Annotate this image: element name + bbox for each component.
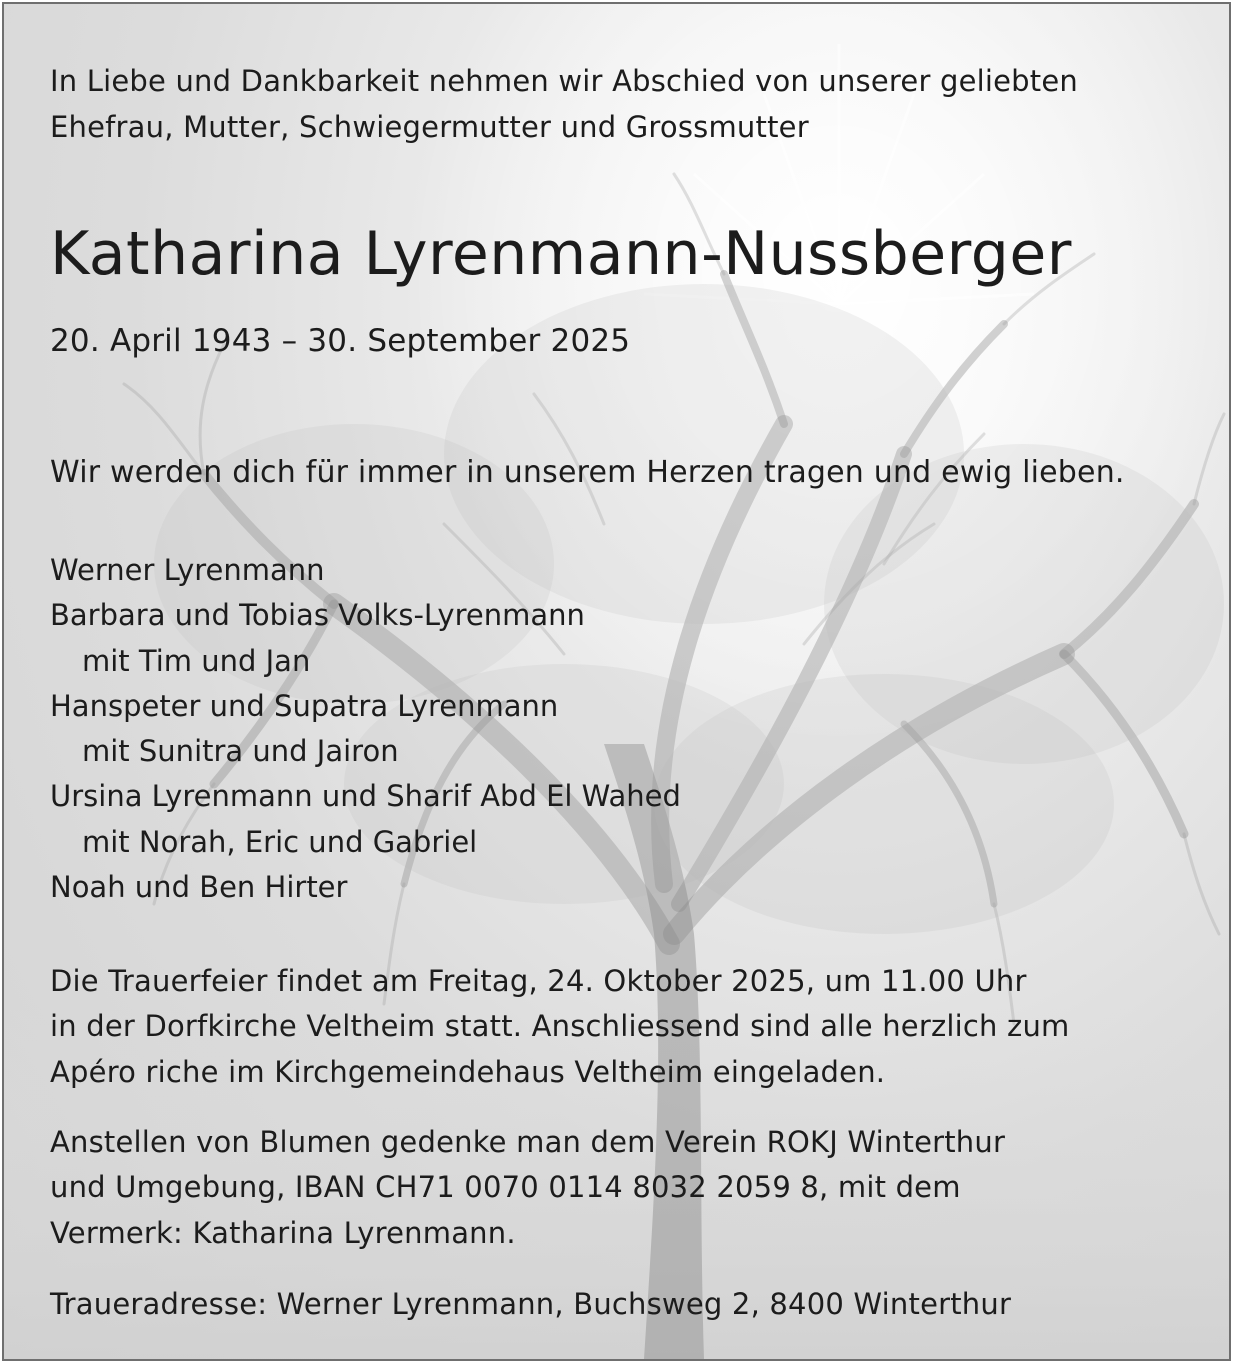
mourner-entry: Barbara und Tobias Volks-Lyrenmann bbox=[50, 598, 585, 633]
intro-text bbox=[50, 58, 1078, 150]
mourner-children: mit Sunitra und Jairon bbox=[82, 734, 399, 769]
mourner-children: mit Norah, Eric und Gabriel bbox=[82, 824, 478, 859]
obituary-card bbox=[2, 2, 1231, 1361]
intro-line: In Liebe und Dankbarkeit nehmen wir Abschied von unserer geliebten bbox=[50, 64, 1078, 98]
donation-notice bbox=[50, 1120, 1005, 1256]
mourner-entry: Noah und Ben Hirter bbox=[50, 870, 348, 905]
funeral-line: in der Dorfkirche Veltheim statt. Anschliessend sind alle herzlich zum bbox=[50, 1009, 1070, 1044]
mourner-entry: Werner Lyrenmann bbox=[50, 553, 325, 587]
funeral-notice bbox=[50, 959, 1069, 1095]
funeral-line: Die Trauerfeier findet am Freitag, 24. Oktober 2025, um 11.00 Uhr bbox=[50, 964, 1027, 998]
intro-line: Ehefrau, Mutter, Schwiegermutter und Grossmutter bbox=[50, 110, 809, 144]
donation-line: Anstellen von Blumen gedenke man dem Verein ROKJ Winterthur bbox=[50, 1125, 1006, 1159]
obituary-content bbox=[4, 4, 1229, 1359]
mourners-list bbox=[50, 548, 681, 910]
mourner-entry: Hanspeter und Supatra Lyrenmann bbox=[50, 688, 559, 723]
donation-line: und Umgebung, IBAN CH71 0070 0114 8032 2059 8, mit dem bbox=[50, 1170, 961, 1205]
deceased-name: Katharina Lyrenmann-Nussberger bbox=[50, 219, 1072, 289]
farewell-motto: Wir werden dich für immer in unserem Herzen tragen und ewig lieben. bbox=[50, 455, 1125, 490]
donation-line: Vermerk: Katharina Lyrenmann. bbox=[50, 1215, 516, 1250]
life-dates: 20. April 1943 – 30. September 2025 bbox=[50, 323, 631, 359]
mourning-address: Traueradresse: Werner Lyrenmann, Buchsweg 2, 8400 Winterthur bbox=[50, 1287, 1012, 1321]
mourner-entry: Ursina Lyrenmann und Sharif Abd El Wahed bbox=[50, 779, 681, 814]
funeral-line: Apéro riche im Kirchgemeindehaus Veltheim eingeladen. bbox=[50, 1054, 886, 1089]
mourner-children: mit Tim und Jan bbox=[82, 643, 311, 678]
